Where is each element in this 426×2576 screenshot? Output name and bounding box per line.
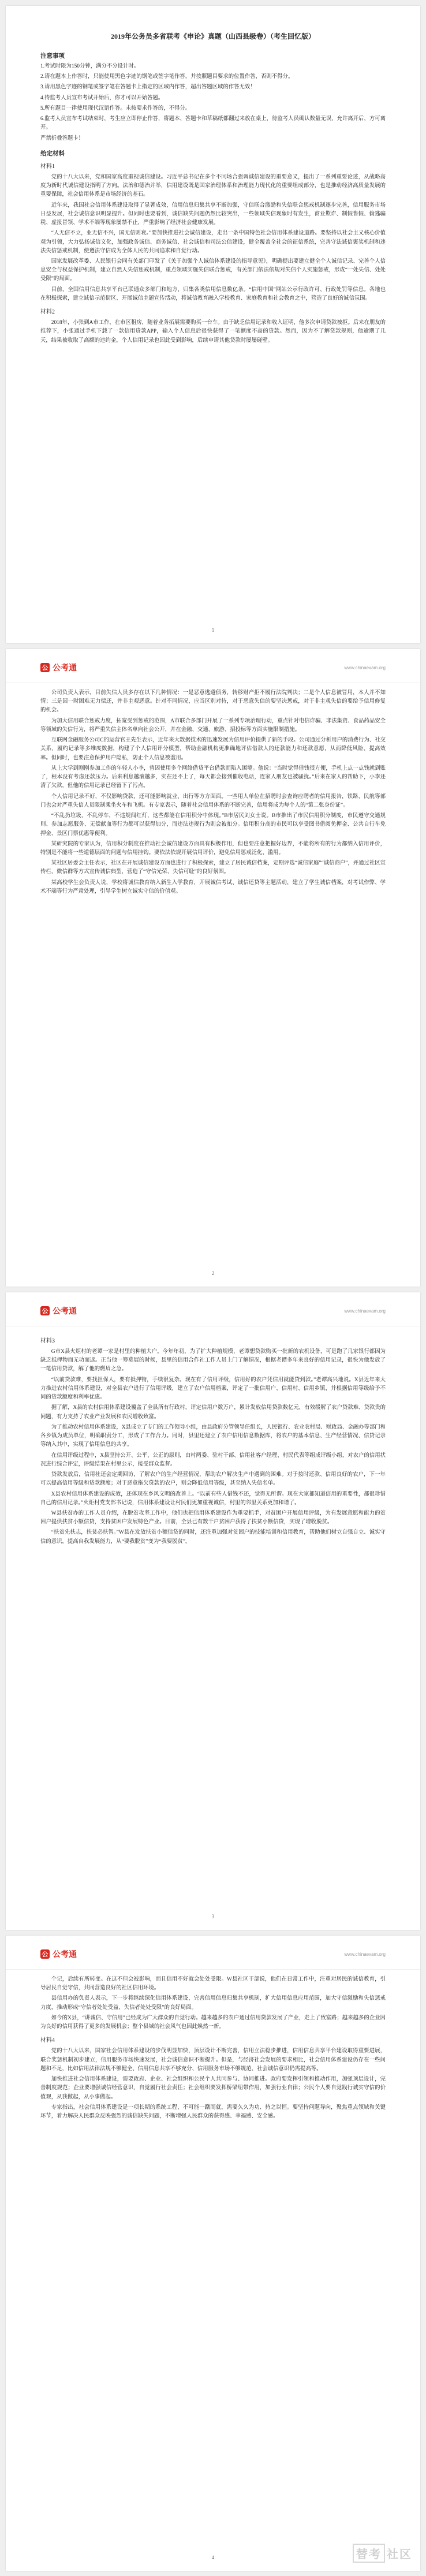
paragraph: 某高校学生会负责人说，学校将诚信教育纳入新生入学教育，开展诚信考试、诚信还贷等主题活动，建立了学生诚信档案，对考试作弊、学术不端等行为严肃处理，引导学生树立诚实守信的价值观。: [40, 879, 386, 894]
paragraph: X县农村信用体系建设的成效，还体现在乡风文明的改善上。“以前有些人借钱不还，觉得无所谓。现在大家都知道信用的重要性，都很珍惜自己的信用记录。”火炬村党支部书记说，信用体系建设让村民们更加重视诚信，村里的邻里关系更加和谐了。: [40, 1491, 386, 1506]
logo-text: 公考通: [53, 663, 77, 672]
page-number: 1: [211, 627, 215, 633]
paragraph: 县信用办的负责人表示，下一步将继续深化信用体系建设，完善信用信息归集共享机制，扩大信用信息应用范围，加大守信激励和失信惩戒力度，推动形成“守信者处处受益、失信者处处受限”的良好局面。: [40, 1996, 386, 2011]
paragraph: 党的十八大以来，党和国家高度重视诚信建设。习近平总书记在多个不同场合强调诚信建设的重要意义，提出了一系列重要论述，从战略高度为新时代诚信建设指明了方向。法治和德治并举，信用建设既是国家治理体系和治理能力现代化的重要组成部分，也是推动经济高质量发展的重要保障，社会信用体系是市场经济的基石。: [40, 174, 386, 198]
paragraph: 据了解，X县的农村信用体系建设覆盖了全县所有行政村，评定信用户数万户，累计发放信用贷款数亿元，有效缓解了农户贷款难、贷款贵的问题，有力支持了农业产业发展和农民增收致富。: [40, 1405, 386, 1420]
paragraph: G市X县火炬村的老谭一家是村里的种植大户。今年年初，为了扩大种植规模，老谭想贷款购买一批新的农机设备，可是跑了几家银行都因为缺乏抵押物而无功而返。正当他一筹莫展的时候，县里的信用合作社工作人员上门了解情况，根据老谭多年来良好的信用记录，很快为他发放了一笔信用贷款，解了他的燃眉之急。: [40, 1349, 386, 1373]
exam-title: 2019年公务员多省联考《申论》真题（山西县级卷）（考生回忆版）: [110, 32, 315, 40]
paragraph: “不乱扔垃圾，不乱停车，不违规闯红灯，这些都能在信用积分中体现。”B市居民刘女士说。B市推出了市民信用积分制度，市民遵守交通规则、参加志愿服务、无偿献血等行为都可以获得加分，而违法违规行为则会被扣分。信用积分高的市民可以享受图书借阅免押金、公共自行车免押金、景区门票优惠等便利。: [40, 813, 386, 837]
notice-item: 5.所有题目一律使用现代汉语作答。未按要求作答的，不得分。: [40, 105, 191, 111]
paragraph: 加快推进社会信用体系建设，需要政府、企业、社会组织和公民个人共同参与、协同推进。政府要发挥引领和推动作用，加强顶层设计，完善制度规范；企业要增强诚信经营意识，自觉履行社会责任；社会组织要发挥桥梁纽带作用，加强行业自律；公民个人要自觉践行诚实守信的价值观，从我做起，从小事做起。: [40, 2077, 386, 2100]
watermark-left: 替考: [353, 2544, 385, 2563]
material-label: 材料4: [40, 2037, 55, 2044]
notice-item: 1.考试时限为150分钟，满分不分设计时。: [40, 64, 140, 69]
notice-heading: 注意事项: [40, 53, 65, 59]
paragraph: 某社区居委会主任表示，社区在开展诚信建设方面也进行了积极探索，建立了居民诚信档案，定期评选“诚信家庭”“诚信商户”，并通过社区宣传栏、微信群等方式宣传诚信典型，营造了“守信光荣、失信可耻”的良好氛围。: [40, 860, 386, 875]
document-page-2: [6, 649, 420, 1287]
page-header: [6, 649, 420, 683]
notice-list: [40, 62, 386, 143]
paragraph: 近年来，我国社会信用体系建设取得了显著成效，信用信息归集共享不断加强，守信联合激励和失信联合惩戒机制逐步完善，信用服务市场日益发展，社会诚信意识明显提升。但同时也要看到，诚信缺失问题仍然比较突出，一些领域失信现象时有发生，商业欺诈、制假售假、偷逃骗税、虚报冒领、学术不端等现象屡禁不止，严重影响了经济社会健康发展。: [40, 202, 386, 226]
paragraph: 从上大学到刚刚参加工作的年轻人小李，曾因使用多个网络借贷平台借款而陷入困境。他说：“当时觉得借钱很方便，手机上点一点钱就到账了，根本没有考虑还款压力。后来利息越滚越多，实在还不上了，每天都会接到催收电话，连家人朋友也被骚扰。”后来在家人的帮助下，小李还清了欠款，但他的信用记录已经留下了污点。: [40, 765, 386, 789]
logo-text: 公考通: [53, 1949, 77, 1959]
material-label: 材料2: [40, 309, 55, 316]
page-number: 3: [211, 1914, 215, 1919]
notice-item: 2.请在题本上作答时，只能使用黑色字迹的钢笔或签字笔作答，并按照题目要求的位置作答，否则不得分。: [40, 74, 294, 80]
logo-icon: 公: [40, 663, 50, 672]
notice-item: 严禁折叠答题卡！: [40, 135, 84, 141]
watermark-right: 社区: [387, 2548, 412, 2561]
paragraph: 党的十八大以来，国家社会信用体系建设的步伐明显加快，顶层设计不断完善，信用立法稳步推进，信用信息共享平台建设取得重要进展，联合奖惩机制初步建立，信用服务市场快速发展，社会诚信意识不断提升。但是，与经济社会发展的要求相比，社会信用体系建设仍存在一些问题和不足，比如信用法律法规不够健全、信用信息共享不够充分、信用服务市场不够规范、社会诚信意识仍需提高等。: [40, 2048, 386, 2072]
logo-icon: 公: [40, 1306, 50, 1315]
brand-logo: [40, 662, 77, 673]
logo-icon: 公: [40, 1949, 50, 1959]
paragraph: “以前贷款难，要找担保人，要有抵押物，手续很复杂。现在有了信用评级，信用好的农户凭信用就能贷到款。”老谭高兴地说。X县近年来大力推进农村信用体系建设，对全县农户进行了信用评级，建立了农户信用档案，评定了一批信用户、信用村、信用乡镇，并根据信用等级给予不同的贷款额度和利率优惠。: [40, 1377, 386, 1401]
material-label: 材料3: [40, 1338, 55, 1344]
paragraph: 公司负责人表示，目前失信人员多存在以下几种情况：一是恶意逃避债务，转移财产拒不履行法院判决；二是个人信息被冒用，本人并不知情；三是因一时困难无力偿还，并非主观恶意。针对不同情况，应当区别对待，对于恶意失信的要坚决惩戒，对于非主观失信的要给予信用修复的机会。: [40, 690, 386, 714]
notice-item: 4.待监考人员宣布考试开始后，你才可以开始答题。: [40, 95, 164, 101]
page-header: [6, 1292, 420, 1326]
material-label: 材料1: [40, 163, 55, 170]
document-page-3: [6, 1292, 420, 1930]
notice-item: 3.请用黑色字迹的钢笔或签字笔在答题卡上指定的区域内作答，超出答题区域的作答无效！: [40, 84, 256, 91]
paragraph: 如今的X县，“讲诚信、守信用”已经成为广大群众的自觉行动。越来越多的农户通过信用贷款发展了产业，走上了致富路；越来越多的企业因为良好的信用获得了更多的发展机会；整个县城的社会风气也因此焕然一新。: [40, 2015, 386, 2030]
document-page-4: [6, 1936, 420, 2571]
paragraph: 个人信用记录不好，不仅影响贷款，还可能影响就业、出行等方方面面。一些用人单位在招聘时会查询应聘者的信用报告，铁路、民航等部门也会对严重失信人员限制乘坐火车和飞机。有专家表示，随着社会信用体系的不断完善，信用将成为每个人的“第二张身份证”。: [40, 793, 386, 808]
paragraph: 某研究院的专家认为，信用积分制度在推动社会诚信建设方面具有积极作用，但也要注意把握好边界，不能将所有的行为都纳入信用评价，特别是不能将一些道德层面的问题与信用挂钩。要依法依规开展信用评价，避免信用惩戒泛化、滥用。: [40, 841, 386, 856]
paragraph: 个记，后续有所转变。在这不但会被影响，而且信用不好就会处处受限。W县社区干部说，他们在日常工作中，注重对居民的诚信教育，引导居民自觉守信，共同营造良好的社区信用环境。: [40, 1977, 386, 1992]
paragraph: “人无信不立，业无信不兴，国无信则衰。”要加快推进社会诚信建设，走出一条中国特色社会信用体系建设道路。要坚持以社会主义核心价值观为引领，大力弘扬诚信文化，加强政务诚信、商务诚信、社会诚信和司法公信建设，健全覆盖全社会的征信系统，完善守法诚信褒奖机制和违法失信惩戒机制，使遵法守信成为全体人民的共同追求和自觉行动。: [40, 230, 386, 254]
paragraph: 2018年，小张到A市工作，在市区租房，随着业务拓展需要购买一台车。由于缺乏信用记录和收入证明，他多次申请贷款被拒。后来在朋友的推荐下，小张通过手机下载了一款信用贷款APP，输入个人信息后很快获得了一笔额度不高的贷款。然而，因为不了解贷款规则，他逾期了几天，结果被收取了高额的违约金，个人信用记录也因此受到影响，后续申请其他贷款时屡屡碰壁。: [40, 320, 386, 344]
paragraph: 为加大信用联合惩戒力度，拓宽受到惩戒的范围，A市联合多部门开展了一系列专项治理行动，重点针对电信诈骗、非法集资、食品药品安全等领域的失信行为，将严重失信主体名单向社会公开，并在金融、交通、旅游、招投标等方面实施限制措施。: [40, 718, 386, 733]
paragraph: W县扶贫办的工作人员介绍，在脱贫攻坚工作中，他们也把信用体系建设作为重要抓手，对贫困户开展信用评级，为有发展意愿和能力的贫困户提供扶贫小额信贷，支持贫困户发展特色产业。目前，全县已有数千户贫困户获得了扶贫小额信贷，实现了增收脱贫。: [40, 1510, 386, 1526]
page-number: 4: [211, 2555, 215, 2560]
site-url: www.chinaexam.org: [344, 1308, 386, 1314]
brand-logo: [40, 1305, 77, 1317]
paragraph: “扶贫先扶志，扶贫必扶智。”W县在发放扶贫小额信贷的同时，还注重加强对贫困户的技能培训和信用教育，帮助他们树立自强自立、诚实守信的意识，提高自我发展能力，从“要我脱贫”变为“我要脱贫”。: [40, 1530, 386, 1545]
watermark: [353, 2544, 412, 2563]
paragraph: 专家指出，社会信用体系建设是一项长期的系统工程，不可能一蹴而就，需要久久为功、持之以恒。要坚持问题导向，聚焦重点领域和关键环节，着力解决人民群众反映强烈的诚信缺失问题，不断增强人民群众的获得感、幸福感、安全感。: [40, 2104, 386, 2120]
page-number: 2: [211, 1270, 215, 1276]
paragraph: 贷款发放后，信用社还会定期回访，了解农户的生产经营情况，帮助农户解决生产中遇到的困难。对于按时还款、信用良好的农户，下一年可以提高信用等级和贷款额度；对于恶意拖欠贷款的农户，则会降低信用等级，甚至纳入失信名单。: [40, 1472, 386, 1487]
paragraph: 互联网金融服务公司C的运营官王先生表示，近年来大数据技术的迅速发展为信用评价提供了新的手段。公司通过分析用户的消费行为、社交关系、履约记录等多维度数据，构建了个人信用评分模型，帮助金融机构更准确地评估借款人的还款能力和还款意愿，从而降低风险、提高效率。但同时，也要注意保护用户隐私，防止个人信息被滥用。: [40, 737, 386, 761]
paragraph: 国家发展改革委、人民银行会同有关部门印发了《关于加强个人诚信体系建设的指导意见》，明确提出要建立健全个人诚信记录、完善个人信息安全与权益保护机制，建立自然人失信惩戒机制，重点领域实施失信联合惩戒，有关部门依法依规对失信个人实施惩戒，形成“一处失信、处处受限”的局面。: [40, 258, 386, 282]
notice-item: 6.监考人员宣布考试结束时，考生应立即停止作答，将题本、答题卡和草稿纸都翻过来放在桌上，待监考人员确认数量无误、允许离开后，方可离开。: [40, 116, 386, 131]
brand-logo: [40, 1948, 77, 1960]
logo-text: 公考通: [53, 1306, 77, 1315]
site-url: www.chinaexam.org: [344, 1952, 386, 1957]
document-page-1: [6, 6, 420, 643]
page-header: [6, 1936, 420, 1970]
paragraph: 在信用评级过程中，X县坚持公开、公平、公正的原则，由村两委、驻村干部、信用社客户经理、村民代表等组成评级小组，对农户的信用状况进行综合评定，评级结果在村里公示，接受群众监督。: [40, 1452, 386, 1467]
materials-heading: 给定材料: [40, 150, 65, 157]
paragraph: 目前，全国信用信息共享平台已联通众多部门和地方，归集各类信用信息数亿条。“信用中国”网站公示行政许可、行政处罚等信息。各地也在积极探索，建立诚信示范街区、开展诚信主题宣传活动，将诚信教育融入学校教育、家庭教育和社会教育之中，营造了良好的诚信氛围。: [40, 286, 386, 301]
site-url: www.chinaexam.org: [344, 665, 386, 670]
paragraph: 为了推动农村信用体系建设，X县成立了专门的工作领导小组，由县政府分管领导任组长，人民银行、农业农村局、财政局、金融办等部门和各乡镇为成员单位，明确职责分工，形成了工作合力。同时，县里还建立了农户信用信息数据库，将农户的基本信息、生产经营情况、信贷记录等纳入其中，实现了信用信息的共享。: [40, 1424, 386, 1448]
